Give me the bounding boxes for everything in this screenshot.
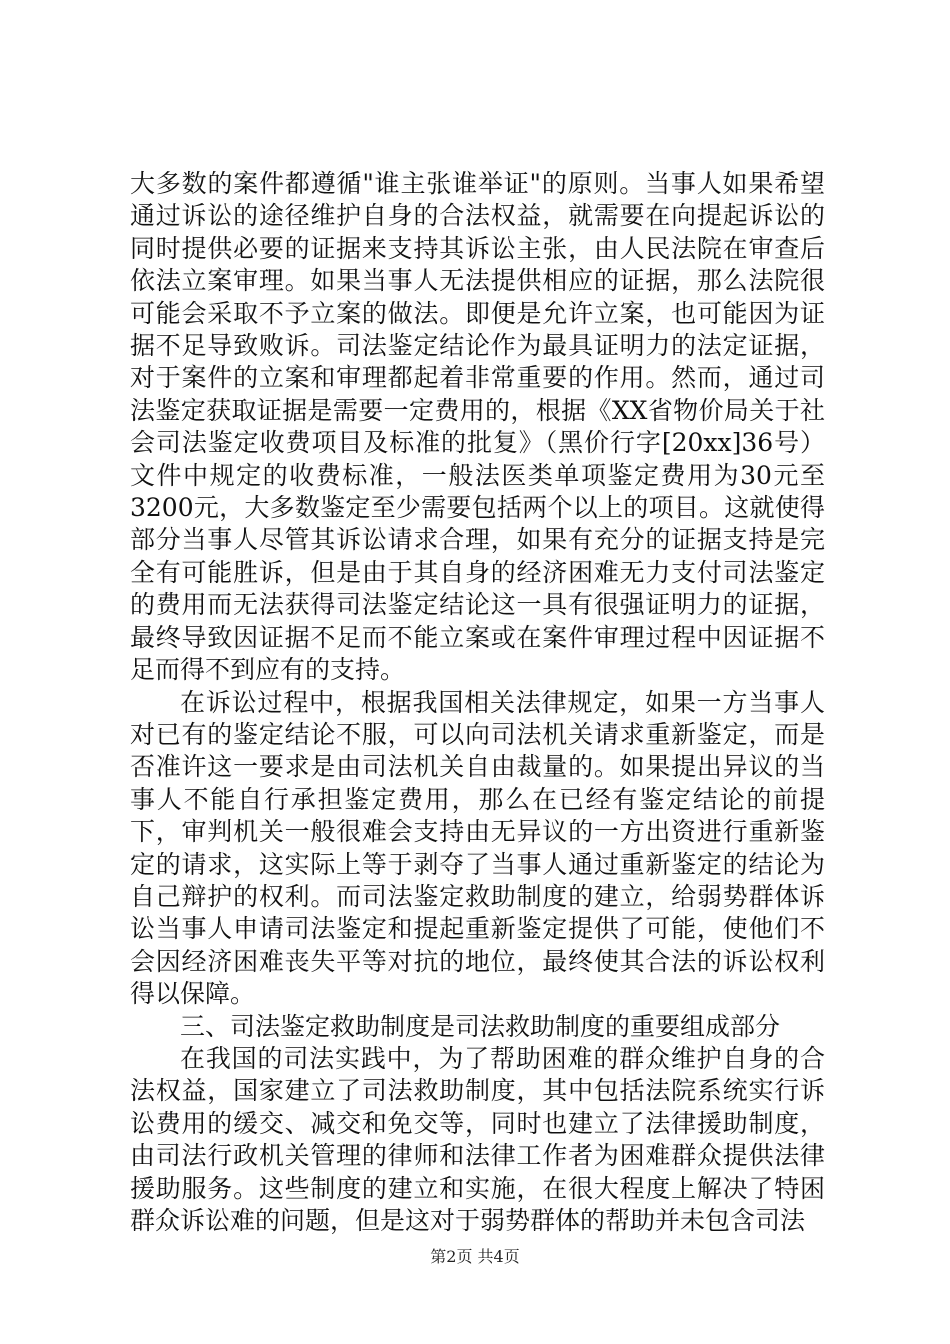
section-heading: 三、司法鉴定救助制度是司法救助制度的重要组成部分	[180, 1011, 781, 1041]
document-body	[130, 168, 825, 1237]
page-footer: 第2页 共4页	[430, 1247, 520, 1266]
paragraph-2: 在诉讼过程中，根据我国相关法律规定，如果一方当事人对已有的鉴定结论不服，可以向司法机关请求重新鉴定，而是否准许这一要求是由司法机关自由裁量的。如果提出异议的当事人不能自行承担鉴定费用，那么在已经有鉴定结论的前提下，审判机关一般很难会支持由无异议的一方出资进行重新鉴定的请求，这实际上等于剥夺了当事人通过重新鉴定的结论为自己辩护的权利。而司法鉴定救助制度的建立，给弱势群体诉讼当事人申请司法鉴定和提起重新鉴定提供了可能，使他们不会因经济困难丧失平等对抗的地位，最终使其合法的诉讼权利得以保障。	[130, 687, 825, 1009]
paragraph-1: 大多数的案件都遵循"谁主张谁举证"的原则。当事人如果希望通过诉讼的途径维护自身的合法权益，就需要在向提起诉讼的同时提供必要的证据来支持其诉讼主张，由人民法院在审查后依法立案审理。如果当事人无法提供相应的证据，那么法院很可能会采取不予立案的做法。即便是允许立案，也可能因为证据不足导致败诉。司法鉴定结论作为最具证明力的法定证据，对于案件的立案和审理都起着非常重要的作用。然而，通过司法鉴定获取证据是需要一定费用的，根据《XX省物价局关于社会司法鉴定收费项目及标准的批复》（黑价行字[20xx]36号）文件中规定的收费标准，一般法医类单项鉴定费用为30元至3200元，大多数鉴定至少需要包括两个以上的项目。这就使得部分当事人尽管其诉讼请求合理，如果有充分的证据支持是完全有可能胜诉，但是由于其自身的经济困难无力支付司法鉴定的费用而无法获得司法鉴定结论这一具有很强证明力的证据，最终导致因证据不足而不能立案或在案件审理过程中因证据不足而得不到应有的支持。	[130, 169, 825, 685]
paragraph-3: 在我国的司法实践中，为了帮助困难的群众维护自身的合法权益，国家建立了司法救助制度，其中包括法院系统实行诉讼费用的缓交、减交和免交等，同时也建立了法律援助制度，由司法行政机关管理的律师和法律工作者为困难群众提供法律援助服务。这些制度的建立和实施，在很大程度上解决了特困群众诉讼难的问题，但是这对于弱势群体的帮助并未包含司法	[130, 1043, 825, 1235]
